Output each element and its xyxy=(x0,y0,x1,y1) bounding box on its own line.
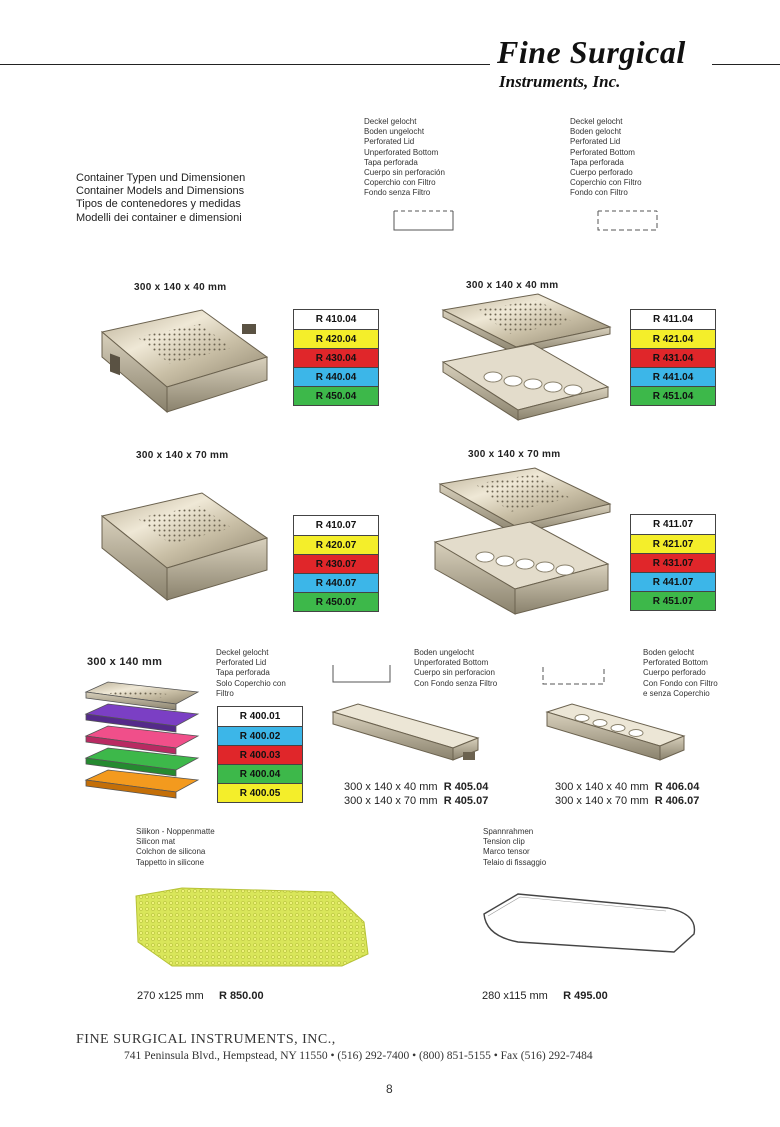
price-size: 280 x115 mm xyxy=(482,990,548,1002)
desc-line: Silicon mat xyxy=(136,837,176,847)
desc-line: Boden ungelocht xyxy=(414,648,475,657)
code-silver: R 411.07 xyxy=(631,515,715,534)
code-green: R 451.07 xyxy=(631,591,715,610)
code-blue: R 400.02 xyxy=(218,726,302,745)
code-green: R 450.04 xyxy=(294,386,378,405)
price-size: 300 x 140 x 70 mm xyxy=(344,795,438,807)
open-container-40-image xyxy=(438,292,618,427)
code-list-e xyxy=(217,706,303,803)
price-code: R 406.04 xyxy=(654,781,700,793)
company-logo-subtitle: Instruments, Inc. xyxy=(499,72,621,91)
legend-line: Coperchio con Filtro xyxy=(364,178,436,188)
code-red: R 430.07 xyxy=(294,554,378,573)
desc-line: Con Fondo senza Filtro xyxy=(414,678,498,688)
desc-line: Silikon - Noppenmatte xyxy=(136,827,215,836)
lid-description xyxy=(216,648,286,699)
size-label: 300 x 140 x 70 mm xyxy=(136,450,229,461)
legend-line: Fondo senza Filtro xyxy=(364,188,431,198)
legend-line: Perforated Bottom xyxy=(570,147,635,157)
legend-line: Deckel gelocht xyxy=(570,117,623,126)
price-size: 300 x 140 x 70 mm xyxy=(555,795,649,807)
legend-line: Perforated Lid xyxy=(364,137,415,147)
code-silver: R 410.07 xyxy=(294,516,378,535)
legend-line: Deckel gelocht xyxy=(364,117,417,126)
perforated-container-icon xyxy=(595,208,661,234)
colored-lids-image xyxy=(78,676,208,814)
lid-line: Solo Coperchio con xyxy=(216,678,286,688)
legend-line: Unperforated Bottom xyxy=(364,147,439,157)
price-code: R 495.00 xyxy=(563,990,608,1002)
desc-line: Tappetto in silicone xyxy=(136,857,205,867)
legend-perforated-lid-unperforated-bottom xyxy=(364,117,445,199)
open-container-70-image xyxy=(430,464,620,624)
code-blue: R 440.07 xyxy=(294,573,378,592)
code-red: R 400.03 xyxy=(218,745,302,764)
desc-line: Spannrahmen xyxy=(483,827,534,836)
tension-price-row xyxy=(482,990,608,1002)
code-red: R 431.07 xyxy=(631,553,715,572)
code-green: R 451.04 xyxy=(631,386,715,405)
desc-line: Boden gelocht xyxy=(643,648,695,657)
code-gold: R 400.05 xyxy=(218,783,302,802)
code-silver: R 410.04 xyxy=(294,310,378,329)
heading-line: Tipos de contenedores y medidas xyxy=(76,198,241,211)
desc-line: Cuerpo perforado xyxy=(643,668,706,678)
desc-line: Con Fondo con Filtro xyxy=(643,678,718,688)
footer-company-name: FINE SURGICAL INSTRUMENTS, INC., xyxy=(76,1032,336,1047)
closed-container-icon xyxy=(391,208,457,234)
desc-line: e senza Coperchio xyxy=(643,688,710,698)
code-silver: R 400.01 xyxy=(218,707,302,726)
closed-container-70-image xyxy=(92,488,272,606)
code-gold: R 421.04 xyxy=(631,329,715,348)
header-rule-right xyxy=(712,64,780,65)
legend-line: Cuerpo perforado xyxy=(570,168,633,178)
tension-clip-image xyxy=(478,884,702,964)
silicone-mat-description xyxy=(136,827,215,868)
perforated-price-row xyxy=(555,795,699,807)
lid-line: Perforated Lid xyxy=(216,658,267,668)
code-gold: R 420.04 xyxy=(294,329,378,348)
code-green: R 450.07 xyxy=(294,592,378,611)
unperforated-bottom-description xyxy=(414,648,497,689)
desc-line: Tension clip xyxy=(483,837,525,847)
code-list-a xyxy=(293,309,379,406)
container-models-heading xyxy=(76,172,245,225)
lid-line: Filtro xyxy=(216,688,234,698)
size-label: 300 x 140 x 40 mm xyxy=(466,280,559,291)
code-red: R 430.04 xyxy=(294,348,378,367)
price-code: R 405.07 xyxy=(443,795,489,807)
desc-line: Colchon de silicona xyxy=(136,847,206,857)
legend-line: Fondo con Filtro xyxy=(570,188,628,198)
code-green: R 400.04 xyxy=(218,764,302,783)
price-code: R 406.07 xyxy=(654,795,700,807)
desc-line: Perforated Bottom xyxy=(643,658,708,668)
legend-line: Tapa perforada xyxy=(364,157,418,167)
lid-line: Tapa perforada xyxy=(216,668,270,678)
silicone-price-row xyxy=(137,990,264,1002)
heading-line: Container Typen und Dimensionen xyxy=(76,172,246,184)
price-size: 300 x 140 x 40 mm xyxy=(344,781,438,793)
perforated-price-row xyxy=(555,781,699,793)
desc-line: Cuerpo sin perforacion xyxy=(414,668,495,678)
code-list-b xyxy=(630,309,716,406)
price-code: R 405.04 xyxy=(443,781,489,793)
silicone-mat-image xyxy=(132,882,372,972)
header-rule-left xyxy=(0,64,490,65)
code-blue: R 441.04 xyxy=(631,367,715,386)
unperforated-price-row xyxy=(344,781,488,793)
legend-line: Tapa perforada xyxy=(570,157,624,167)
desc-line: Telaio di fissaggio xyxy=(483,857,547,867)
unperforated-bottom-image xyxy=(328,700,488,772)
unperforated-bottom-icon xyxy=(330,662,394,686)
company-logo-title: Fine Surgical xyxy=(497,34,686,70)
legend-line: Coperchio con Filtro xyxy=(570,178,642,188)
unperforated-price-row xyxy=(344,795,488,807)
price-code: R 850.00 xyxy=(218,990,264,1002)
footer-address: 741 Peninsula Blvd., Hempstead, NY 11550 • (516) 292-7400 • (800) 851-5155 • Fax (516) 292-7484 xyxy=(124,1050,593,1062)
size-label: 300 x 140 x 70 mm xyxy=(468,449,561,460)
code-red: R 431.04 xyxy=(631,348,715,367)
desc-line: Marco tensor xyxy=(483,847,530,857)
legend-line: Boden gelocht xyxy=(570,127,622,137)
code-silver: R 411.04 xyxy=(631,310,715,329)
desc-line: Unperforated Bottom xyxy=(414,658,489,668)
code-list-c xyxy=(293,515,379,612)
lid-line: Deckel gelocht xyxy=(216,648,269,657)
code-blue: R 441.07 xyxy=(631,572,715,591)
heading-line: Container Models and Dimensions xyxy=(76,185,245,198)
code-gold: R 421.07 xyxy=(631,534,715,553)
closed-container-40-image xyxy=(92,302,272,420)
legend-line: Boden ungelocht xyxy=(364,127,425,137)
size-label: 300 x 140 x 40 mm xyxy=(134,282,227,293)
legend-perforated-lid-perforated-bottom xyxy=(570,117,642,199)
code-gold: R 420.07 xyxy=(294,535,378,554)
page-number: 8 xyxy=(386,1082,393,1096)
perforated-bottom-image xyxy=(542,700,692,770)
price-size: 270 x125 mm xyxy=(137,990,204,1002)
heading-line: Modelli dei container e dimensioni xyxy=(76,211,242,224)
tension-clip-description xyxy=(483,827,546,868)
legend-line: Cuerpo sin perforación xyxy=(364,168,445,178)
size-label: 300 x 140 mm xyxy=(87,656,163,668)
code-blue: R 440.04 xyxy=(294,367,378,386)
perforated-bottom-description xyxy=(643,648,718,699)
legend-line: Perforated Lid xyxy=(570,137,621,147)
price-size: 300 x 140 x 40 mm xyxy=(555,781,649,793)
perforated-bottom-icon xyxy=(540,664,608,688)
code-list-d xyxy=(630,514,716,611)
